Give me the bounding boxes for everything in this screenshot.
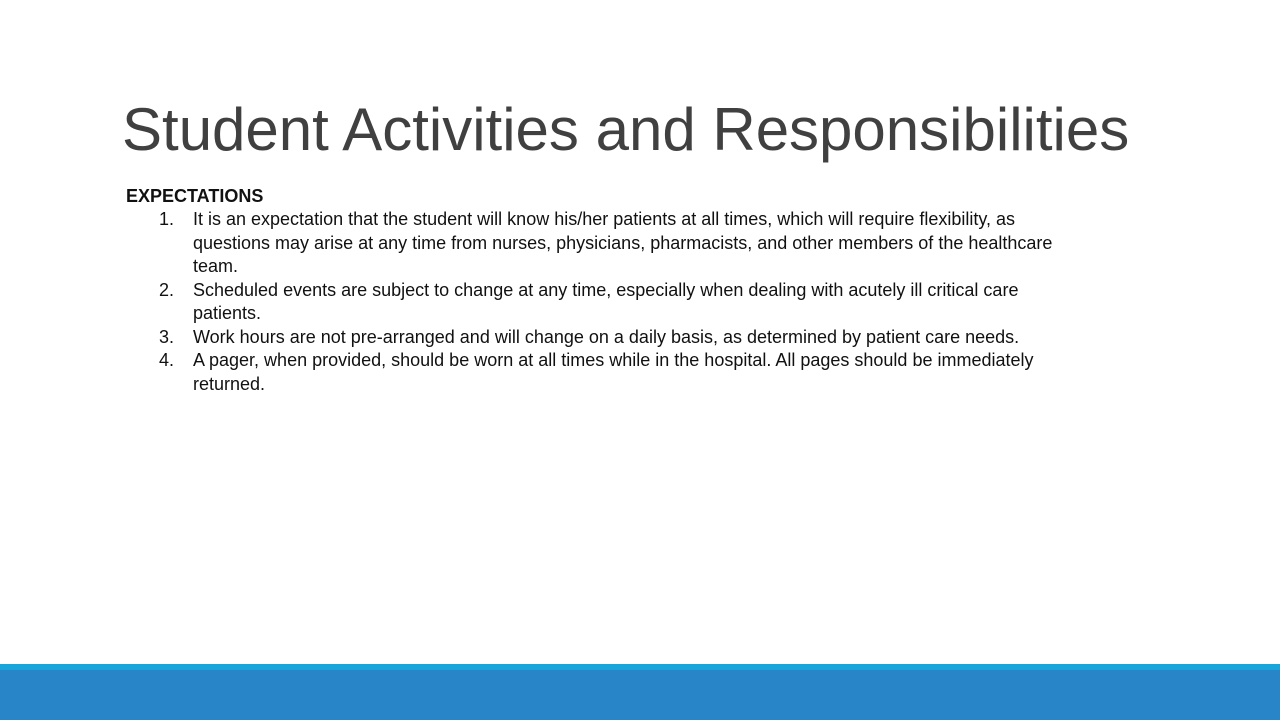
slide-title: Student Activities and Responsibilities <box>122 96 1130 163</box>
document-excerpt <box>126 184 1086 396</box>
footer-band-main <box>0 670 1280 720</box>
expectations-list <box>126 208 1086 396</box>
list-item-text: Work hours are not pre-arranged and will change on a daily basis, as determined by patient care needs. <box>193 326 1020 347</box>
list-item <box>126 208 1086 279</box>
list-item-text: It is an expectation that the student will know his/her patients at all times, which will require flexibility, as questions may arise at any time from nurses, physicians, pharmacists, and other members of the healthcare team. <box>193 209 1053 276</box>
list-item <box>126 326 1086 350</box>
list-item-number: 1. <box>159 209 175 229</box>
footer-band <box>0 664 1280 720</box>
list-item-number: 2. <box>159 279 175 300</box>
list-item <box>126 279 1086 326</box>
list-item-text: Scheduled events are subject to change at any time, especially when dealing with acutely ill critical care patients. <box>193 279 1019 323</box>
section-heading: EXPECTATIONS <box>126 186 264 206</box>
list-item <box>126 349 1086 396</box>
list-item-number: 3. <box>159 326 175 347</box>
list-item-text: A pager, when provided, should be worn at all times while in the hospital. All pages should be immediately returned. <box>193 350 1034 394</box>
list-item-number: 4. <box>159 350 175 370</box>
